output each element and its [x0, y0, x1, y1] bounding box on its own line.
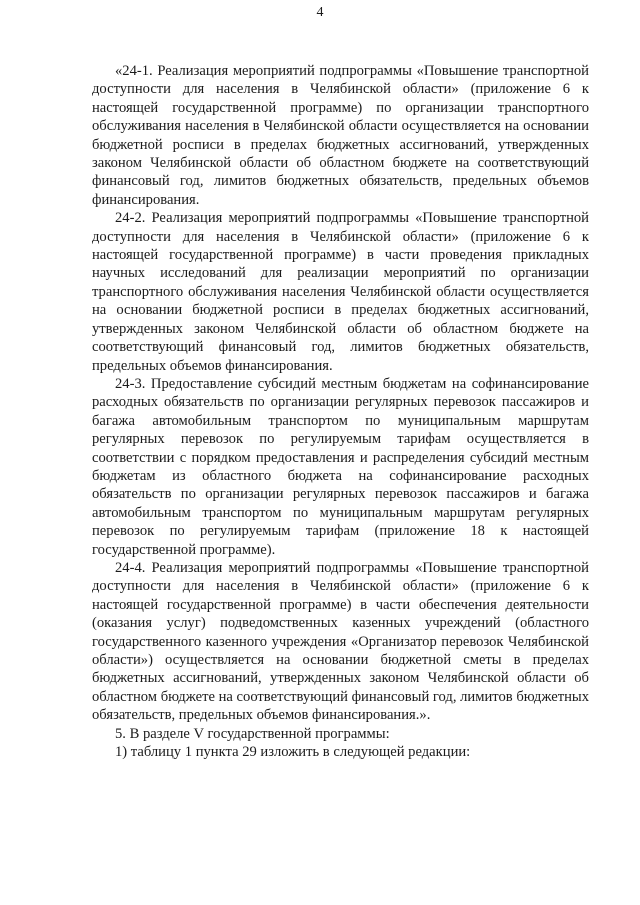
- paragraph-item-1: 1) таблицу 1 пункта 29 изложить в следующей редакции:: [115, 744, 471, 761]
- paragraph-24-3: 24-3. Предоставление субсидий местным бюджетам на софинансирование расходных обязательств по организации регулярных перевозок пассажиров и багажа автомобильным транспортом по муниципальным маршрутам регулярных перевозок по регулируемым тарифам осуществляется в соответствии с порядком предоставления и распределения субсидий местным бюджетам из областного бюджета на софинансирование расходных обязательств по организации регулярных перевозок пассажиров и багажа автомобильным транспортом по муниципальным маршрутам регулярных перевозок по регулируемым тарифам (приложение 18 к настоящей государственной программе).: [92, 375, 589, 558]
- paragraph-24-2: 24-2. Реализация мероприятий подпрограммы «Повышение транспортной доступности для населения в Челябинской области» (приложение 6 к настоящей государственной программе) в части проведения прикладных научных исследований для реализации мероприятий по организации транспортного обслуживания населения Челябинской области осуществляется на основании бюджетной росписи в пределах бюджетных ассигнований, утвержденных законом Челябинской области об областном бюджете на соответствующий финансовый год, лимитов бюджетных обязательств, предельных объемов финансирования.: [92, 210, 589, 374]
- page-number: 4: [316, 5, 324, 20]
- document-body: [92, 62, 589, 761]
- paragraph-section-5: 5. В разделе V государственной программы:: [115, 725, 390, 742]
- paragraph-24-4: 24-4. Реализация мероприятий подпрограммы «Повышение транспортной доступности для населения в Челябинской области» (приложение 6 к настоящей государственной программе) в части обеспечения деятельности (оказания услуг) подведомственных казенных учреждений (областного государственного казенного учреждения «Организатор перевозок Челябинской области») осуществляется на основании бюджетной сметы в пределах бюджетных ассигнований, утвержденных законом Челябинской области об областном бюджете на соответствующий финансовый год, лимитов бюджетных обязательств, предельных объемов финансирования.».: [92, 559, 589, 724]
- paragraph-24-1: «24-1. Реализация мероприятий подпрограммы «Повышение транспортной доступности для населения в Челябинской области» (приложение 6 к настоящей государственной программе) по организации транспортного обслуживания населения в Челябинской области осуществляется на основании бюджетной росписи в пределах бюджетных ассигнований, утвержденных законом Челябинской области об областном бюджете на соответствующий финансовый год, лимитов бюджетных обязательств, предельных объемов финансирования.: [92, 63, 589, 208]
